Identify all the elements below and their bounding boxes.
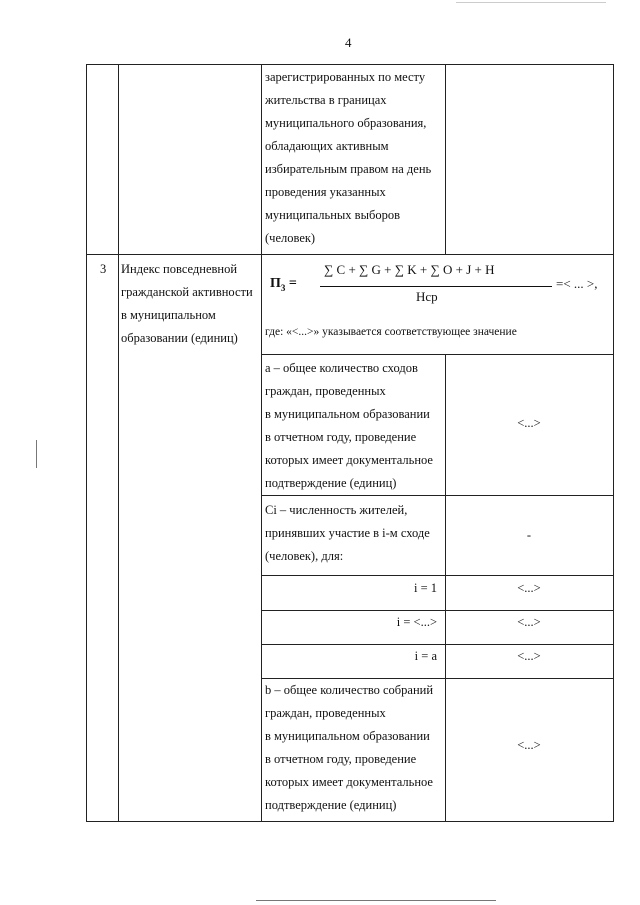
- b-value: <...>: [517, 738, 541, 752]
- col-divider-3-top: [445, 65, 446, 254]
- formula-fraction-bar: [320, 286, 552, 287]
- ci-description: Ci – численность жителей, принявших участие в i-м сходе (человек), для:: [265, 503, 430, 563]
- row-divider-formula: [261, 354, 613, 355]
- page-number: 4: [345, 35, 352, 50]
- i-row-label: i = 1: [413, 581, 437, 595]
- i-row-label: i = <...>: [396, 615, 437, 629]
- row-number: 3: [100, 262, 107, 276]
- scan-artifact: [456, 2, 606, 3]
- i-row-value: <...>: [517, 649, 541, 663]
- a-description: a – общее количество сходов граждан, проведенных в муниципальном образовании в отчетном году, проведение которых имеет документальное подтверждение (единиц): [265, 361, 433, 490]
- row-divider-ci: [261, 575, 613, 576]
- i-row-label: i = a: [414, 649, 437, 663]
- scan-artifact: [256, 900, 496, 901]
- indicator-name: Индекс повседневной гражданской активности в муниципальном образовании (единиц): [121, 262, 253, 345]
- row-divider-a: [261, 495, 613, 496]
- formula-numerator: ∑ C + ∑ G + ∑ K + ∑ O + J + H: [324, 262, 495, 277]
- formula-result: =< ... >,: [556, 276, 598, 291]
- a-value: <...>: [517, 416, 541, 430]
- col-divider-2: [261, 65, 262, 821]
- col-divider-1: [118, 65, 119, 821]
- i-row-value: <...>: [517, 615, 541, 629]
- formula-where-note: где: «<...>» указывается соответствующее значение: [265, 326, 517, 338]
- row-divider-top: [87, 254, 613, 255]
- formula: [266, 262, 606, 308]
- continued-description: зарегистрированных по месту жительства в границах муниципального образования, обладающих активным избирательным правом на день проведения указанных муниципальных выборов (человек): [265, 70, 432, 245]
- formula-denominator: Нср: [416, 289, 438, 304]
- i-row-value: <...>: [517, 581, 541, 595]
- scan-artifact: [36, 440, 37, 468]
- formula-lhs: $П_3$ =: [270, 276, 297, 293]
- b-description: b – общее количество собраний граждан, проведенных в муниципальном образовании в отчетном году, проведение которых имеет документальное подтверждение (единиц): [265, 683, 434, 812]
- ci-value: -: [526, 528, 532, 542]
